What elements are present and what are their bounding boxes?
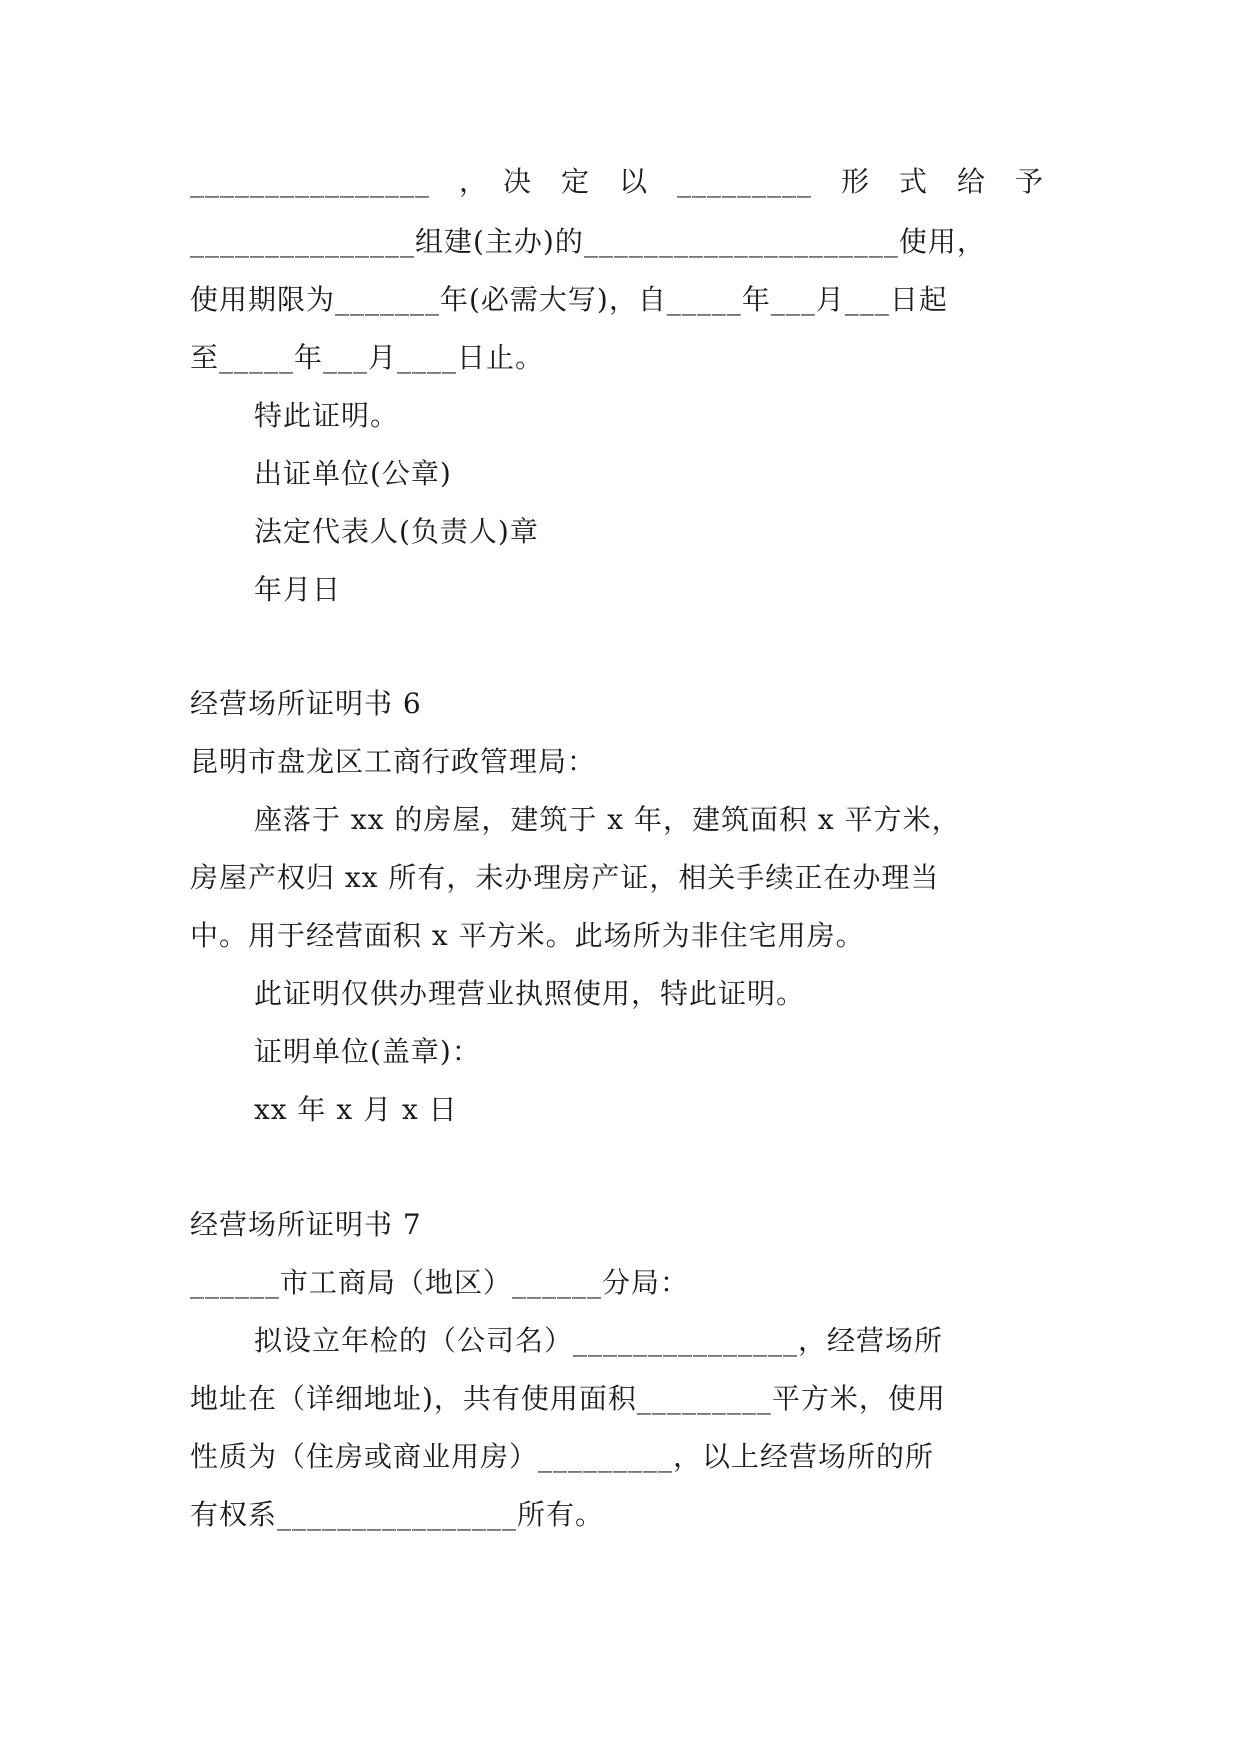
body-line: 性质为（住房或商业用房）_________，以上经营场所的所 <box>190 1440 935 1473</box>
body-line: ________________ ， 决 定 以 _________ 形 式 给 予 <box>190 165 1045 198</box>
body-line: 拟设立年检的（公司名）_______________，经营场所 <box>254 1324 944 1357</box>
section-heading: 经营场所证明书 6 <box>190 687 422 720</box>
addressee-line: ______市工商局（地区）______分局： <box>190 1266 690 1299</box>
body-line: 中。用于经营面积 x 平方米。此场所为非住宅用房。 <box>190 919 865 952</box>
issuer-line: 出证单位(公章) <box>254 457 452 490</box>
representative-line: 法定代表人(负责人)章 <box>254 515 539 548</box>
body-line: 有权系________________所有。 <box>190 1498 605 1531</box>
date-line: xx 年 x 月 x 日 <box>254 1093 458 1126</box>
body-line: 地址在（详细地址)，共有使用面积_________平方米，使用 <box>190 1382 946 1415</box>
addressee-line: 昆明市盘龙区工商行政管理局： <box>190 745 597 778</box>
issuer-line: 证明单位(盖章)： <box>254 1035 481 1068</box>
body-line: _______________组建(主办)的_____________________使用， <box>190 225 986 258</box>
body-line: 使用期限为_______年(必需大写)，自_____年___月___日起 <box>190 283 948 316</box>
body-line: 至_____年___月____日止。 <box>190 341 545 374</box>
body-line: 座落于 xx 的房屋，建筑于 x 年，建筑面积 x 平方米， <box>254 803 961 836</box>
body-line: 此证明仅供办理营业执照使用，特此证明。 <box>254 977 806 1010</box>
date-line: 年月日 <box>254 573 342 606</box>
section-heading: 经营场所证明书 7 <box>190 1208 422 1241</box>
body-line: 房屋产权归 xx 所有，未办理房产证，相关手续正在办理当 <box>190 861 940 894</box>
body-line: 特此证明。 <box>254 399 400 432</box>
